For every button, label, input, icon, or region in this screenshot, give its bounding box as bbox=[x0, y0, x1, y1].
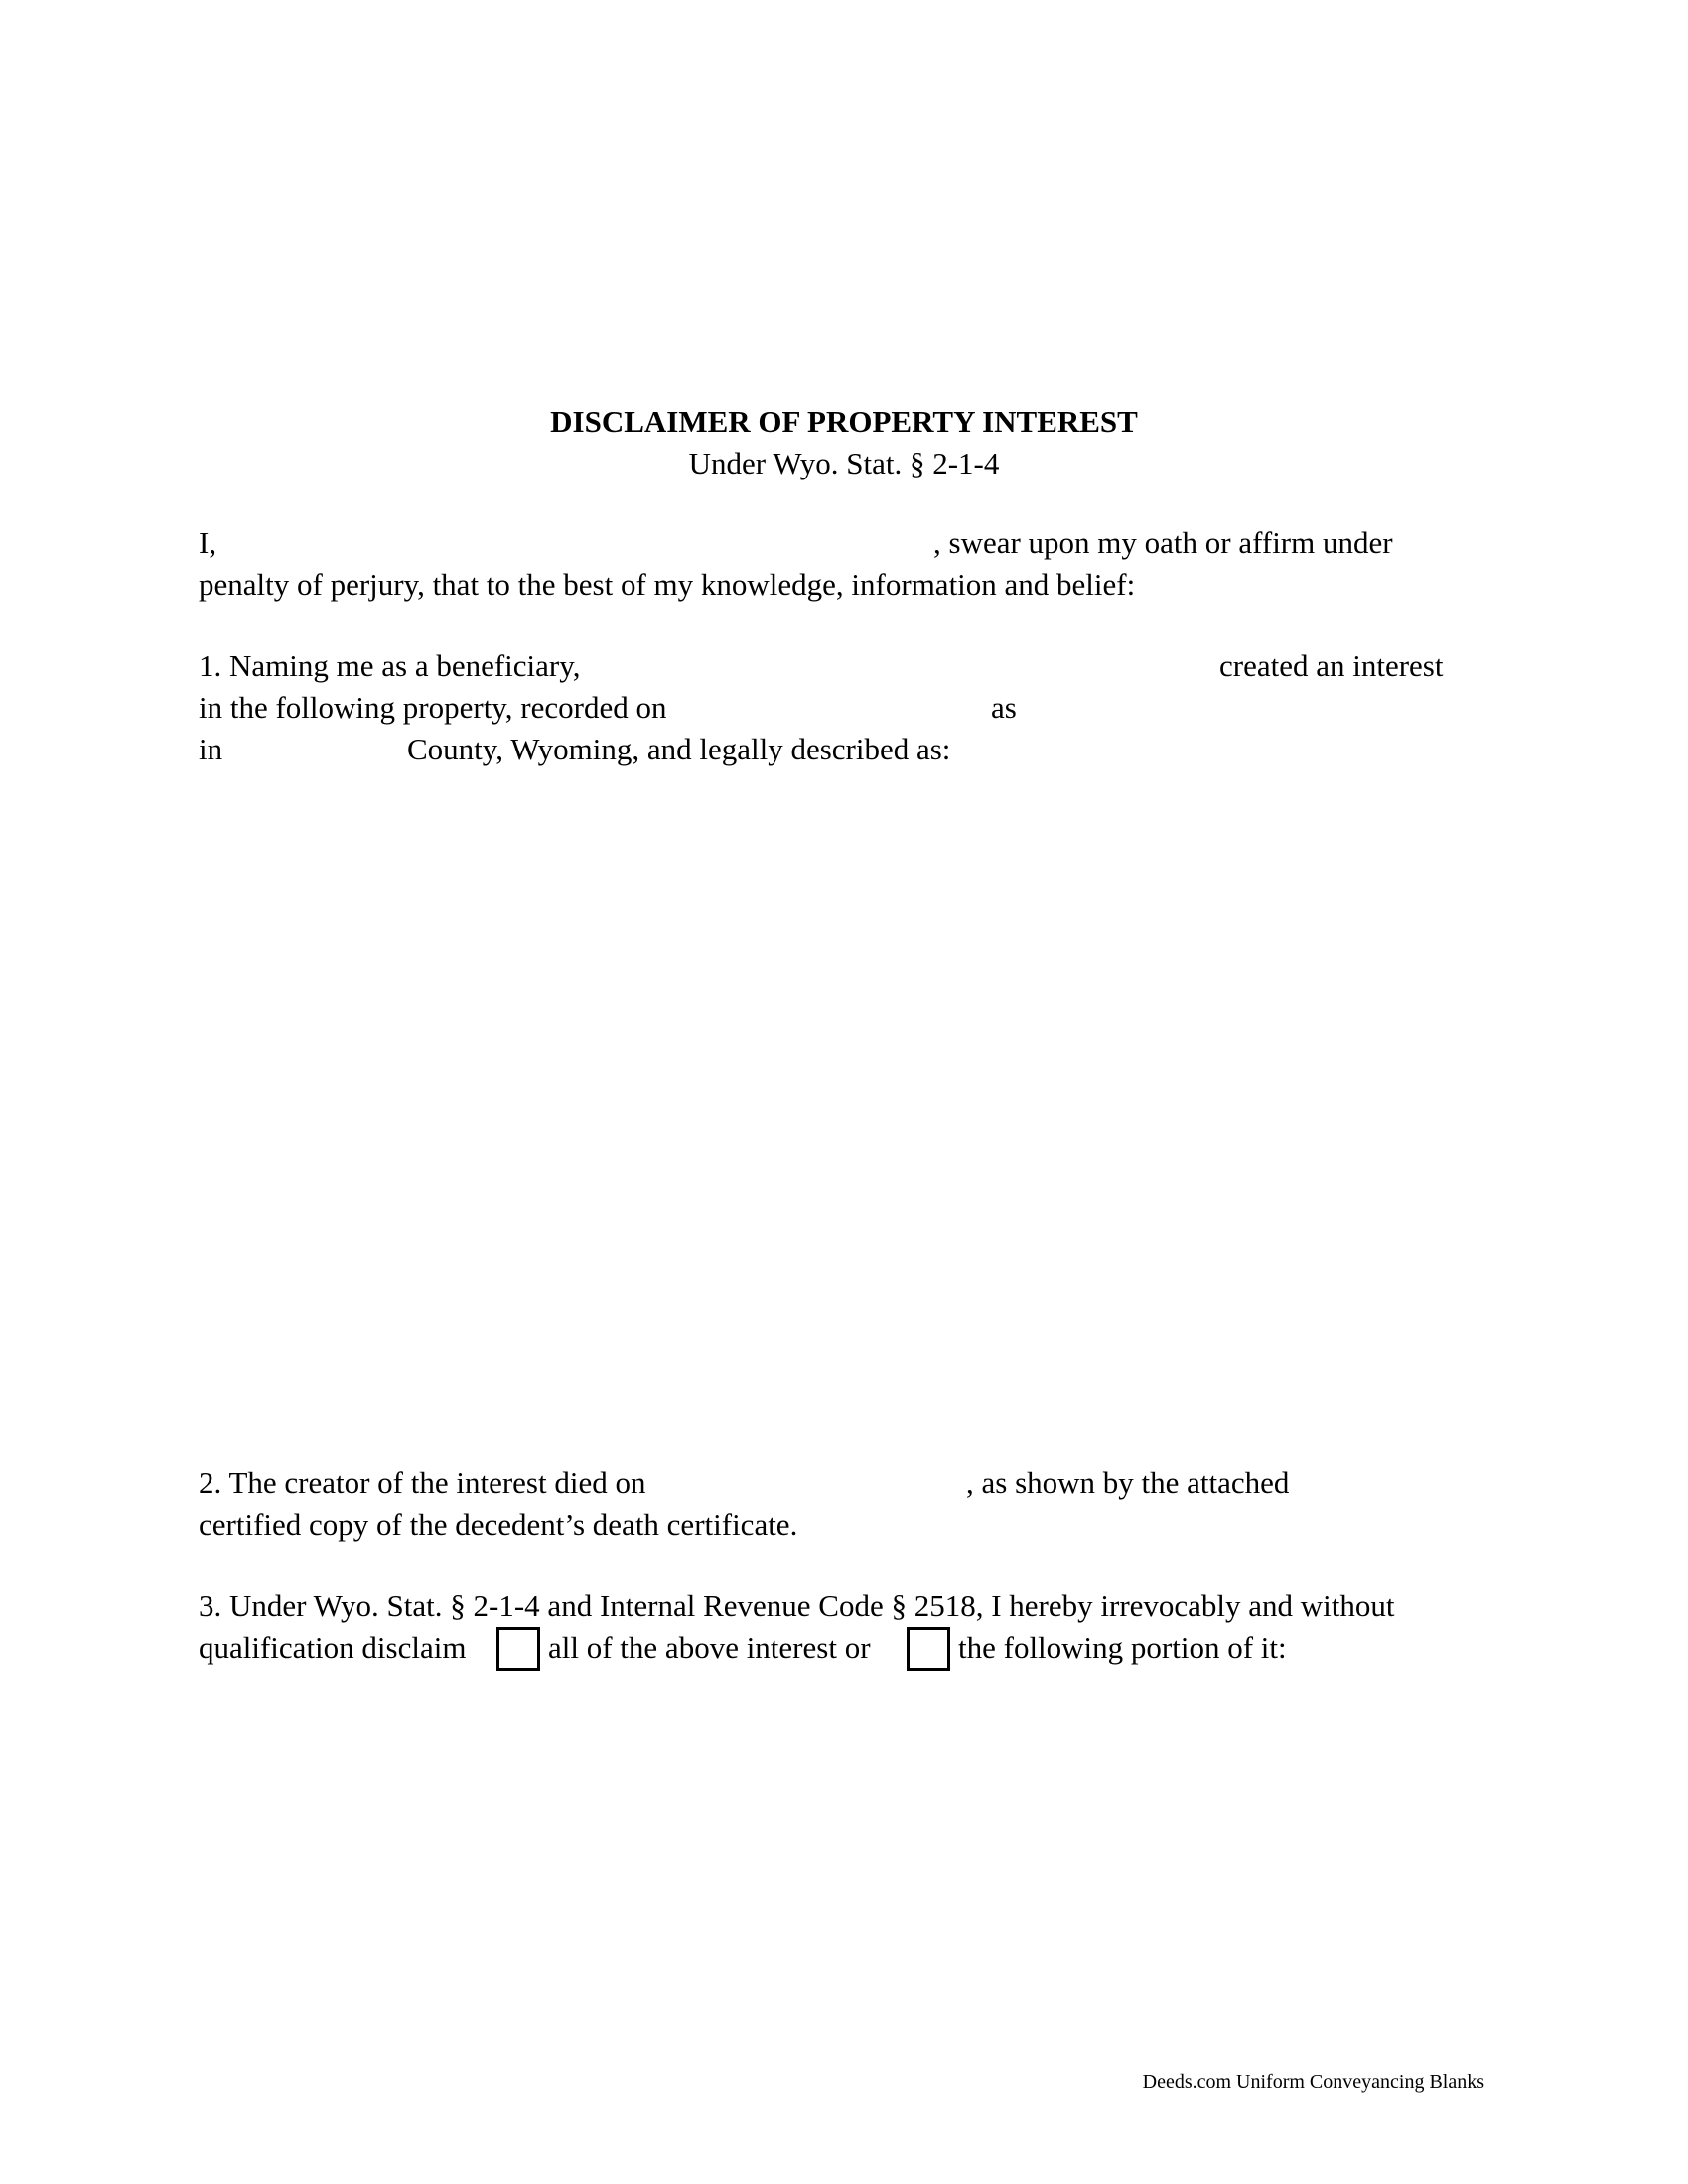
para3-line2-start: qualification disclaim bbox=[199, 1630, 467, 1665]
para2-line1-end: , as shown by the attached bbox=[966, 1465, 1290, 1500]
para1-line3-end: County, Wyoming, and legally described as: bbox=[407, 732, 951, 766]
footer-credit: Deeds.com Uniform Conveyancing Blanks bbox=[1142, 2071, 1484, 2093]
para1-line1-end: created an interest bbox=[1219, 648, 1444, 683]
para2-line2: certified copy of the decedent’s death certificate. bbox=[199, 1507, 798, 1542]
para3-line1: 3. Under Wyo. Stat. § 2-1-4 and Internal Revenue Code § 2518, I hereby irrevocably and without bbox=[199, 1588, 1395, 1623]
document-subtitle: Under Wyo. Stat. § 2-1-4 bbox=[688, 446, 1000, 480]
para1-line2-end: as bbox=[991, 690, 1017, 725]
disclaim-all-checkbox[interactable] bbox=[496, 1627, 540, 1671]
option-portion-label: the following portion of it: bbox=[958, 1630, 1287, 1665]
option-all-label: all of the above interest or bbox=[548, 1630, 871, 1665]
para1-line1-start: 1. Naming me as a beneficiary, bbox=[199, 648, 581, 683]
para1-line2-start: in the following property, recorded on bbox=[199, 690, 667, 725]
intro-line1-end: , swear upon my oath or affirm under bbox=[933, 525, 1393, 560]
intro-line2: penalty of perjury, that to the best of my knowledge, information and belief: bbox=[199, 567, 1136, 602]
disclaim-portion-checkbox[interactable] bbox=[907, 1627, 950, 1671]
document-title: DISCLAIMER OF PROPERTY INTEREST bbox=[550, 404, 1138, 439]
para1-line3-start: in bbox=[199, 732, 223, 766]
para2-line1-start: 2. The creator of the interest died on bbox=[199, 1465, 646, 1500]
intro-line1-start: I, bbox=[199, 525, 217, 560]
